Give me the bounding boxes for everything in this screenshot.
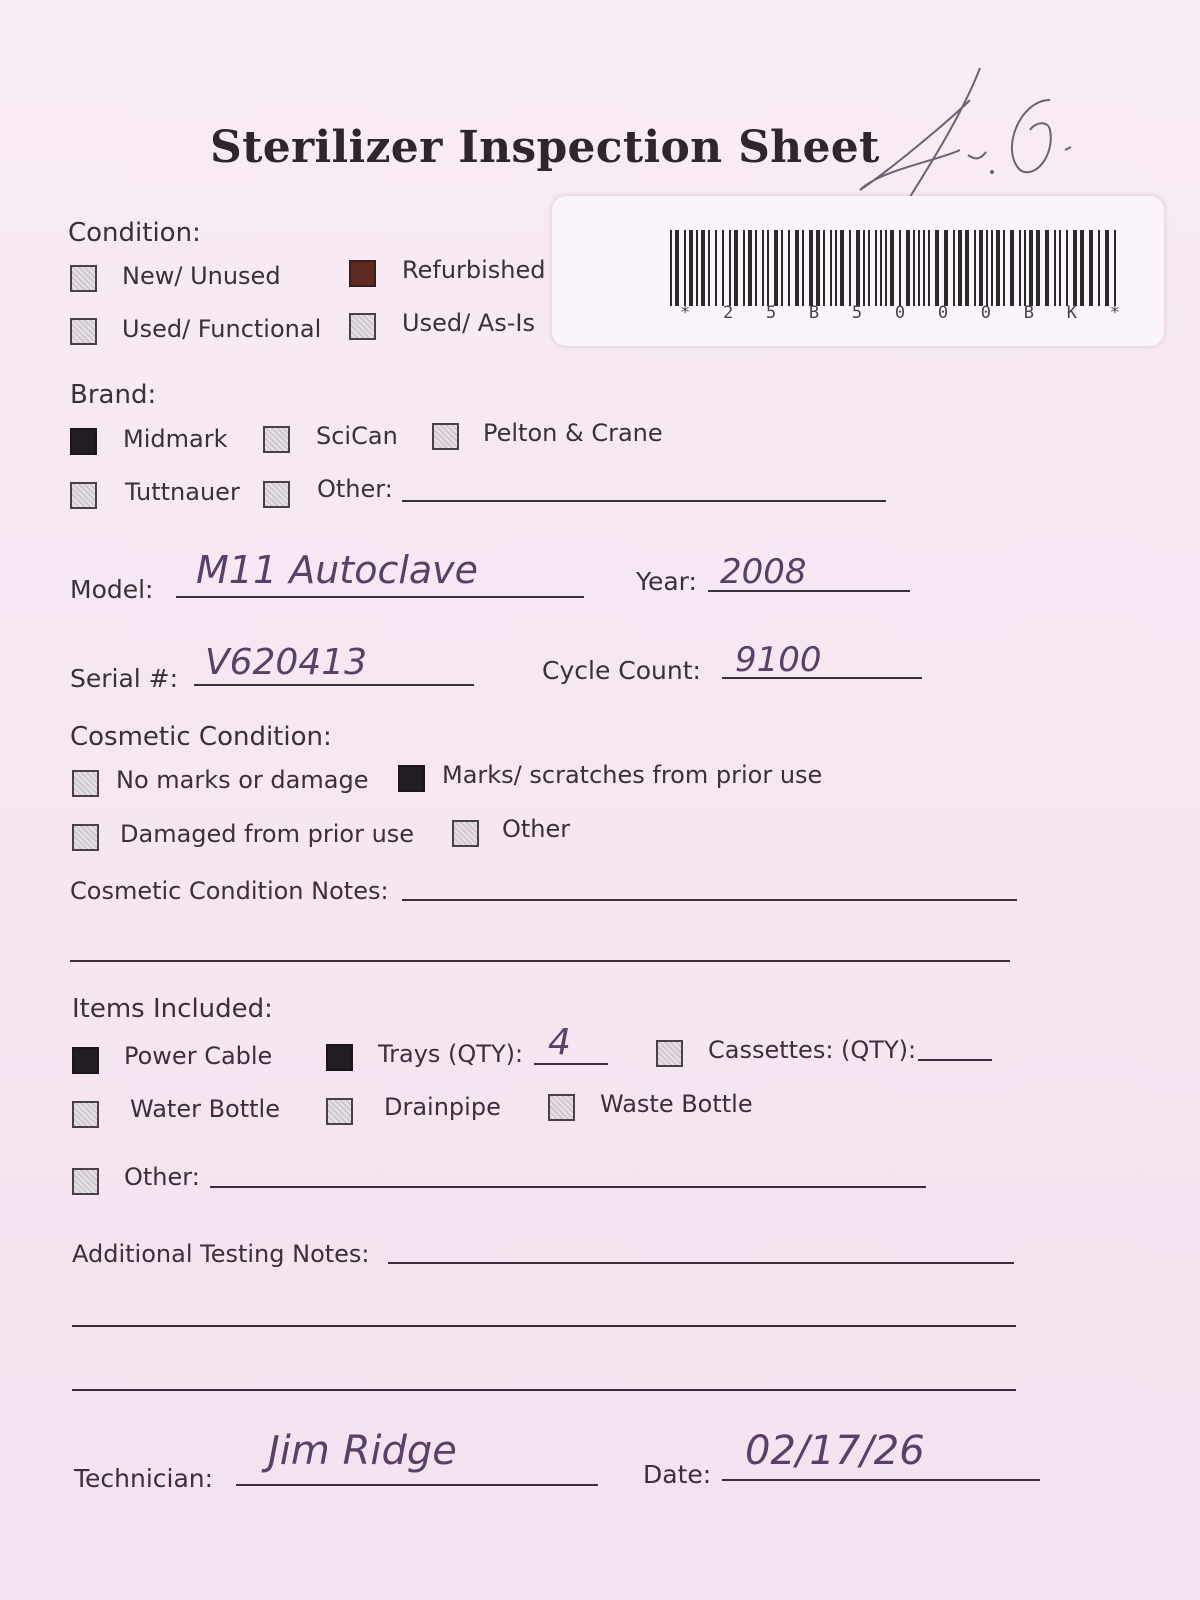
date-value: 02/17/26 [745, 1428, 925, 1474]
checkbox-tuttnauer[interactable] [70, 482, 97, 509]
model-value: M11 Autoclave [196, 548, 479, 592]
checkbox-power-cable[interactable] [72, 1047, 99, 1074]
checkbox-scican[interactable] [263, 426, 290, 453]
condition-new-unused-label: New/ Unused [122, 262, 281, 290]
date-label: Date: [643, 1460, 712, 1489]
additional-notes-field-line-3[interactable] [72, 1389, 1016, 1391]
year-label: Year: [636, 567, 697, 596]
items-other-label: Other: [124, 1163, 200, 1191]
condition-refurbished-label: Refurbished [402, 256, 546, 284]
checkbox-no-marks[interactable] [72, 770, 99, 797]
sheet-title: Sterilizer Inspection Sheet [210, 122, 880, 173]
checkbox-used-functional[interactable] [70, 318, 97, 345]
cosmetic-other-label: Other [502, 815, 571, 843]
condition-used-functional-label: Used/ Functional [122, 315, 322, 343]
condition-used-as-is-label: Used/ As-Is [402, 309, 535, 337]
brand-tuttnauer-label: Tuttnauer [125, 478, 240, 506]
items-water-bottle-label: Water Bottle [130, 1095, 280, 1123]
checkbox-trays[interactable] [326, 1044, 353, 1071]
barcode-char: 5 [765, 303, 777, 323]
items-trays-label: Trays (QTY): [378, 1040, 524, 1068]
technician-value: Jim Ridge [268, 1428, 457, 1474]
date-field[interactable] [722, 1479, 1040, 1481]
items-cassettes-label: Cassettes: (QTY): [708, 1036, 917, 1064]
barcode-char: 0 [937, 303, 949, 323]
barcode-char: 0 [980, 303, 992, 323]
barcode-text [680, 303, 1120, 323]
cosmetic-damaged-label: Damaged from prior use [120, 820, 415, 848]
cosmetic-notes-field-line-2[interactable] [70, 960, 1010, 962]
brand-heading: Brand: [70, 380, 157, 410]
brand-scican-label: SciCan [316, 422, 398, 450]
items-waste-bottle-label: Waste Bottle [600, 1090, 753, 1118]
checkbox-cassettes[interactable] [656, 1040, 683, 1067]
items-drainpipe-label: Drainpipe [384, 1093, 501, 1121]
checkbox-damaged[interactable] [72, 824, 99, 851]
checkbox-used-as-is[interactable] [349, 313, 376, 340]
barcode-char: B [808, 303, 820, 323]
serial-field[interactable] [194, 684, 474, 686]
model-field[interactable] [176, 596, 584, 598]
items-other-field[interactable] [210, 1186, 926, 1188]
model-label: Model: [70, 575, 154, 604]
year-value: 2008 [720, 552, 807, 592]
checkbox-brand-other[interactable] [263, 481, 290, 508]
checkbox-new-unused[interactable] [70, 265, 97, 292]
cosmetic-no-marks-label: No marks or damage [116, 766, 369, 794]
barcode-char: 2 [722, 303, 734, 323]
additional-notes-field[interactable] [388, 1262, 1014, 1264]
condition-heading: Condition: [68, 218, 201, 248]
cosmetic-heading: Cosmetic Condition: [70, 722, 332, 752]
brand-other-field[interactable] [402, 500, 886, 502]
barcode-char: B [1023, 303, 1034, 323]
barcode-char: 5 [851, 303, 863, 323]
barcode-char: K [1066, 303, 1077, 323]
barcode-char: * [680, 303, 691, 323]
barcode-char: 0 [894, 303, 906, 323]
barcode [670, 230, 1122, 306]
cosmetic-marks-scratches-label: Marks/ scratches from prior use [442, 761, 823, 789]
technician-field[interactable] [236, 1484, 598, 1486]
cycle-count-value: 9100 [735, 640, 822, 680]
cycle-count-label: Cycle Count: [542, 656, 701, 685]
trays-qty-value: 4 [548, 1022, 571, 1063]
checkbox-items-other[interactable] [72, 1168, 99, 1195]
checkbox-cosmetic-other[interactable] [452, 820, 479, 847]
technician-label: Technician: [74, 1464, 214, 1493]
checkbox-pelton-crane[interactable] [432, 423, 459, 450]
serial-label: Serial #: [70, 664, 179, 693]
brand-other-label: Other: [317, 475, 393, 503]
cosmetic-notes-field[interactable] [402, 899, 1017, 901]
cosmetic-notes-label: Cosmetic Condition Notes: [70, 877, 389, 905]
checkbox-waste-bottle[interactable] [548, 1094, 575, 1121]
brand-pelton-crane-label: Pelton & Crane [483, 419, 663, 447]
serial-value: V620413 [205, 642, 368, 683]
cassettes-qty-field[interactable] [918, 1059, 992, 1061]
barcode-char: * [1109, 303, 1120, 323]
checkbox-water-bottle[interactable] [72, 1101, 99, 1128]
additional-notes-label: Additional Testing Notes: [72, 1240, 370, 1268]
checkbox-midmark[interactable] [70, 428, 97, 455]
brand-midmark-label: Midmark [123, 425, 228, 453]
items-power-cable-label: Power Cable [124, 1042, 273, 1070]
checkbox-drainpipe[interactable] [326, 1098, 353, 1125]
checkbox-refurbished[interactable] [349, 260, 376, 287]
checkbox-marks-scratches[interactable] [398, 765, 425, 792]
trays-qty-field[interactable] [534, 1063, 608, 1065]
additional-notes-field-line-2[interactable] [72, 1325, 1016, 1327]
items-heading: Items Included: [72, 994, 273, 1024]
